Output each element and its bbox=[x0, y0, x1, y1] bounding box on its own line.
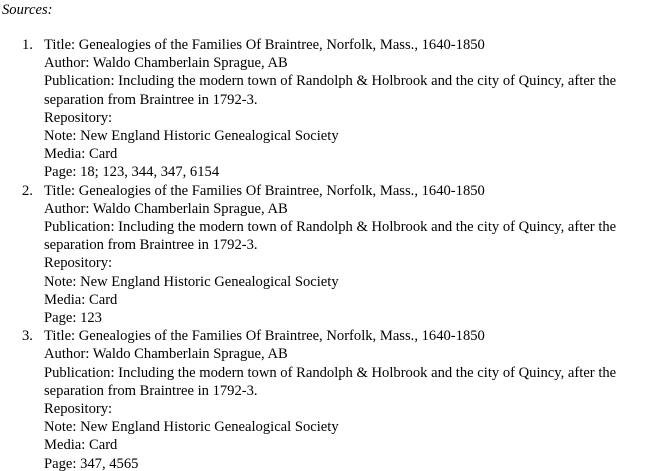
source-publication: Publication: Including the modern town of Randolph & Holbrook and the city of Quincy, after the separation from Braintree in 1792-3. bbox=[44, 73, 617, 108]
source-item-3 bbox=[0, 327, 667, 471]
source-media: Media: Card bbox=[44, 437, 118, 454]
source-author: Author: Waldo Chamberlain Sprague, AB bbox=[44, 346, 288, 363]
source-media: Media: Card bbox=[44, 291, 118, 308]
source-media: Media: Card bbox=[44, 146, 118, 163]
source-repository: Repository: bbox=[44, 109, 113, 126]
source-author: Author: Waldo Chamberlain Sprague, AB bbox=[44, 200, 288, 217]
source-page: Page: 347, 4565 bbox=[44, 455, 139, 471]
source-title: Title: Genealogies of the Families Of Braintree, Norfolk, Mass., 1640-1850 bbox=[44, 328, 485, 345]
source-title: Title: Genealogies of the Families Of Braintree, Norfolk, Mass., 1640-1850 bbox=[44, 182, 485, 199]
source-number: 2. bbox=[22, 182, 33, 199]
source-note: Note: New England Historic Genealogical Society bbox=[44, 419, 339, 436]
source-author: Author: Waldo Chamberlain Sprague, AB bbox=[44, 55, 288, 72]
source-repository: Repository: bbox=[44, 255, 113, 272]
source-page: Page: 18; 123, 344, 347, 6154 bbox=[44, 164, 220, 181]
source-note: Note: New England Historic Genealogical Society bbox=[44, 128, 339, 145]
source-publication: Publication: Including the modern town of Randolph & Holbrook and the city of Quincy, after the separation from Braintree in 1792-3. bbox=[44, 219, 617, 254]
source-number: 1. bbox=[22, 37, 33, 53]
sources-heading: Sources: bbox=[2, 2, 53, 18]
source-number: 3. bbox=[22, 328, 33, 345]
source-page: Page: 123 bbox=[44, 310, 102, 327]
source-item-2 bbox=[0, 182, 667, 328]
source-repository: Repository: bbox=[44, 401, 113, 418]
source-note: Note: New England Historic Genealogical Society bbox=[44, 273, 339, 290]
source-publication: Publication: Including the modern town of Randolph & Holbrook and the city of Quincy, after the separation from Braintree in 1792-3. bbox=[44, 364, 617, 399]
source-item-1 bbox=[0, 36, 667, 182]
source-title: Title: Genealogies of the Families Of Braintree, Norfolk, Mass., 1640-1850 bbox=[44, 37, 485, 53]
sources-list bbox=[0, 36, 667, 471]
